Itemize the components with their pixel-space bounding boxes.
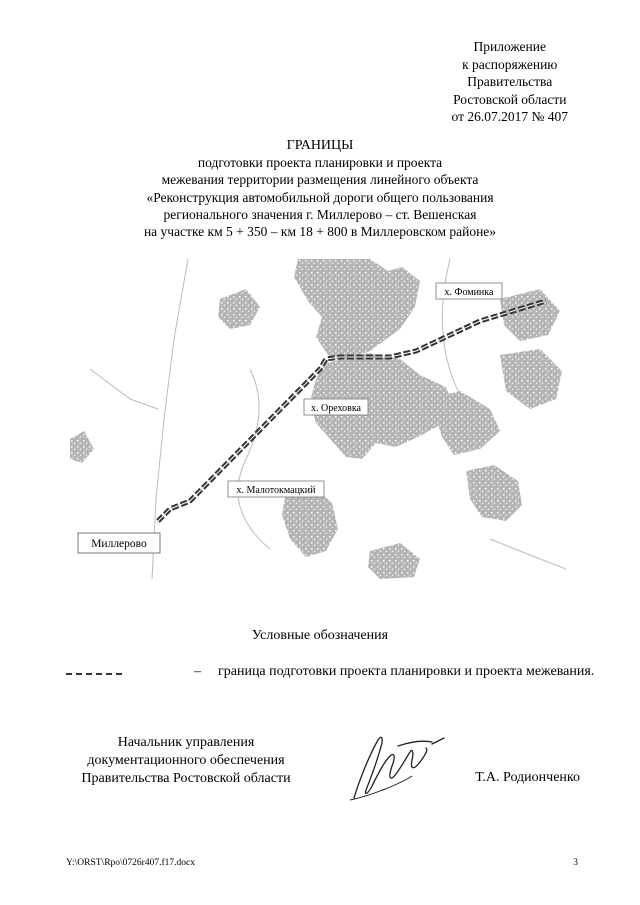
map-label-millerovo [78,533,160,553]
position-line: Начальник управления [117,735,255,750]
appendix-date: от 26.07.2017 № 407 [451,109,568,124]
title-line: «Реконструкция автомобильной дороги общего пользования [146,189,494,205]
position-line: документационного обеспечения [87,753,285,768]
boundary-map [70,259,566,579]
svg-text:х. Ореховка: х. Ореховка [310,403,362,414]
terrain [70,259,562,579]
appendix-header [452,38,568,126]
page-number: 3 [573,858,578,868]
appendix-line: Правительства [467,74,553,89]
map-label-fominka [436,283,502,299]
appendix-line: Ростовской области [453,91,567,107]
map-label-orekhovka [304,399,368,415]
legend-title: Условные обозначения [251,628,389,643]
title-line: регионального значения г. Миллерово – ст. Вешенская [163,206,477,222]
map-label-malotokmatsky [228,481,324,497]
signatory-position [64,734,308,788]
title-line: на участке км 5 + 350 – км 18 + 800 в Миллеровском районе» [143,224,497,240]
title-heading: ГРАНИЦЫ [286,138,354,153]
svg-text:Миллерово: Миллерово [91,538,147,550]
dashed-line-symbol [66,673,122,675]
svg-text:х. Малотокмацкий: х. Малотокмацкий [236,485,316,496]
signatory-name: Т.А. Родионченко [475,770,580,785]
legend-description: граница подготовки проекта планировки и проекта межевания. [218,664,595,679]
appendix-line: к распоряжению [462,56,558,72]
appendix-line: Приложение [473,39,546,54]
file-path: Y:\ORST\Rpo\0726r407.f17.docx [66,858,195,868]
legend-separator: – [194,664,201,679]
title-line: межевания территории размещения линейного объекта [161,172,479,188]
handwritten-signature [340,726,450,806]
position-line: Правительства Ростовской области [81,771,291,786]
legend-item [66,664,595,684]
svg-text:х. Фоминка: х. Фоминка [444,287,494,298]
document-title [0,137,640,240]
title-line: подготовки проекта планировки и проекта [197,155,443,171]
